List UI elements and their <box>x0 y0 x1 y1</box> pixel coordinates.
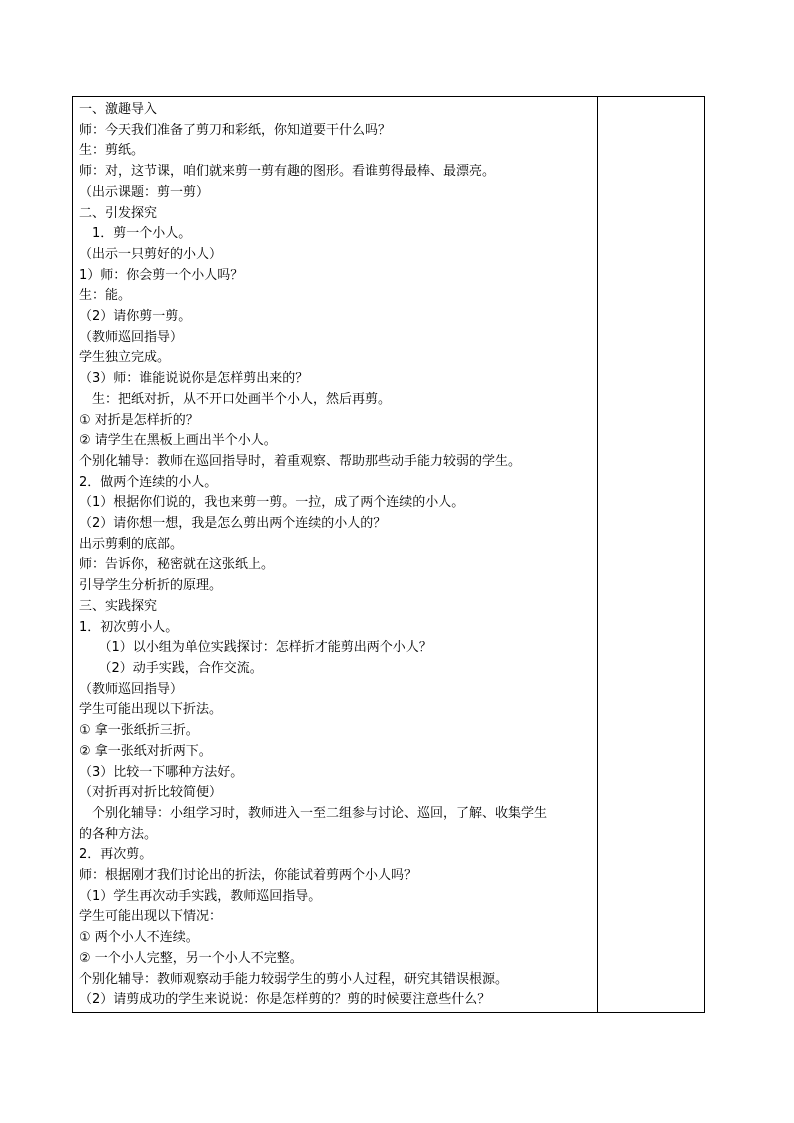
text-line: 生：能。 <box>79 288 132 304</box>
text-line: 生：把纸对折，从不开口处画半个小人，然后再剪。 <box>79 391 392 407</box>
text-line: 师：告诉你，秘密就在这张纸上。 <box>79 557 275 573</box>
text-line: 1．剪一个小人。 <box>79 226 192 242</box>
text-line: （教师巡回指导） <box>79 681 184 697</box>
text-line: ① 拿一张纸折三折。 <box>79 723 199 739</box>
text-line: （3）比较一下哪种方法好。 <box>79 764 244 780</box>
text-line: （3）师：谁能说说你是怎样剪出来的？ <box>79 371 309 387</box>
text-line: 师：根据刚才我们讨论出的折法，你能试着剪两个小人吗？ <box>79 868 418 884</box>
text-line: 引导学生分析折的原理。 <box>79 578 223 594</box>
text-line: （1）学生再次动手实践，教师巡回指导。 <box>79 888 322 904</box>
text-line: （2）请剪成功的学生来说说：你是怎样剪的？剪的时候要注意些什么？ <box>79 992 491 1008</box>
text-line: 个别化辅导：小组学习时，教师进入一至二组参与讨论、巡回，了解、收集学生 <box>79 805 548 821</box>
notes-cell <box>598 97 704 1012</box>
text-line: （出示课题：剪一剪） <box>79 184 210 200</box>
text-line: 个别化辅导：教师观察动手能力较弱学生的剪小人过程，研究其错误根源。 <box>79 971 509 987</box>
text-line: 学生可能出现以下折法。 <box>79 702 223 718</box>
text-line: 2．再次剪。 <box>79 847 153 863</box>
text-line: ① 两个小人不连续。 <box>79 930 199 946</box>
text-line: （对折再对折比较简便） <box>79 785 223 801</box>
text-line: ② 一个小人完整，另一个小人不完整。 <box>79 950 303 966</box>
text-line: 一、激趣导入 <box>79 102 158 117</box>
text-line: ② 请学生在黑板上画出半个小人。 <box>79 433 277 449</box>
lesson-plan-table <box>72 96 705 1013</box>
text-line: （教师巡回指导） <box>79 329 184 345</box>
text-line: （2）请你剪一剪。 <box>79 309 192 325</box>
text-line: 1．初次剪小人。 <box>79 619 179 635</box>
text-line: 2．做两个连续的小人。 <box>79 474 218 490</box>
text-line: 生：剪纸。 <box>79 143 145 159</box>
text-line: 1）师：你会剪一个小人吗？ <box>79 267 244 283</box>
text-line: 师：今天我们准备了剪刀和彩纸，你知道要干什么吗？ <box>79 122 392 138</box>
text-line: 个别化辅导：教师在巡回指导时，着重观察、帮助那些动手能力较弱的学生。 <box>79 453 522 469</box>
text-line: ② 拿一张纸对折两下。 <box>79 743 212 759</box>
text-line: ① 对折是怎样折的？ <box>79 412 199 428</box>
text-line: 三、实践探究 <box>79 598 158 614</box>
text-line: 二、引发探究 <box>79 205 158 221</box>
text-line: （2）动手实践，合作交流。 <box>79 660 263 676</box>
text-line: （出示一只剪好的小人） <box>79 246 223 262</box>
text-line: 学生可能出现以下情况： <box>79 909 223 925</box>
text-line: （1）以小组为单位实践探讨：怎样折才能剪出两个小人？ <box>79 640 432 656</box>
text-line: （1）根据你们说的，我也来剪一剪。一拉，成了两个连续的小人。 <box>79 495 465 511</box>
text-line: 学生独立完成。 <box>79 350 171 366</box>
text-line: 师：对，这节课，咱们就来剪一剪有趣的图形。看谁剪得最棒、最漂亮。 <box>79 164 496 180</box>
text-line: 的各种方法。 <box>79 826 158 842</box>
text-line: （2）请你想一想，我是怎么剪出两个连续的小人的？ <box>79 516 387 532</box>
lesson-content-cell <box>73 97 598 1012</box>
text-line: 出示剪剩的底部。 <box>79 536 184 552</box>
